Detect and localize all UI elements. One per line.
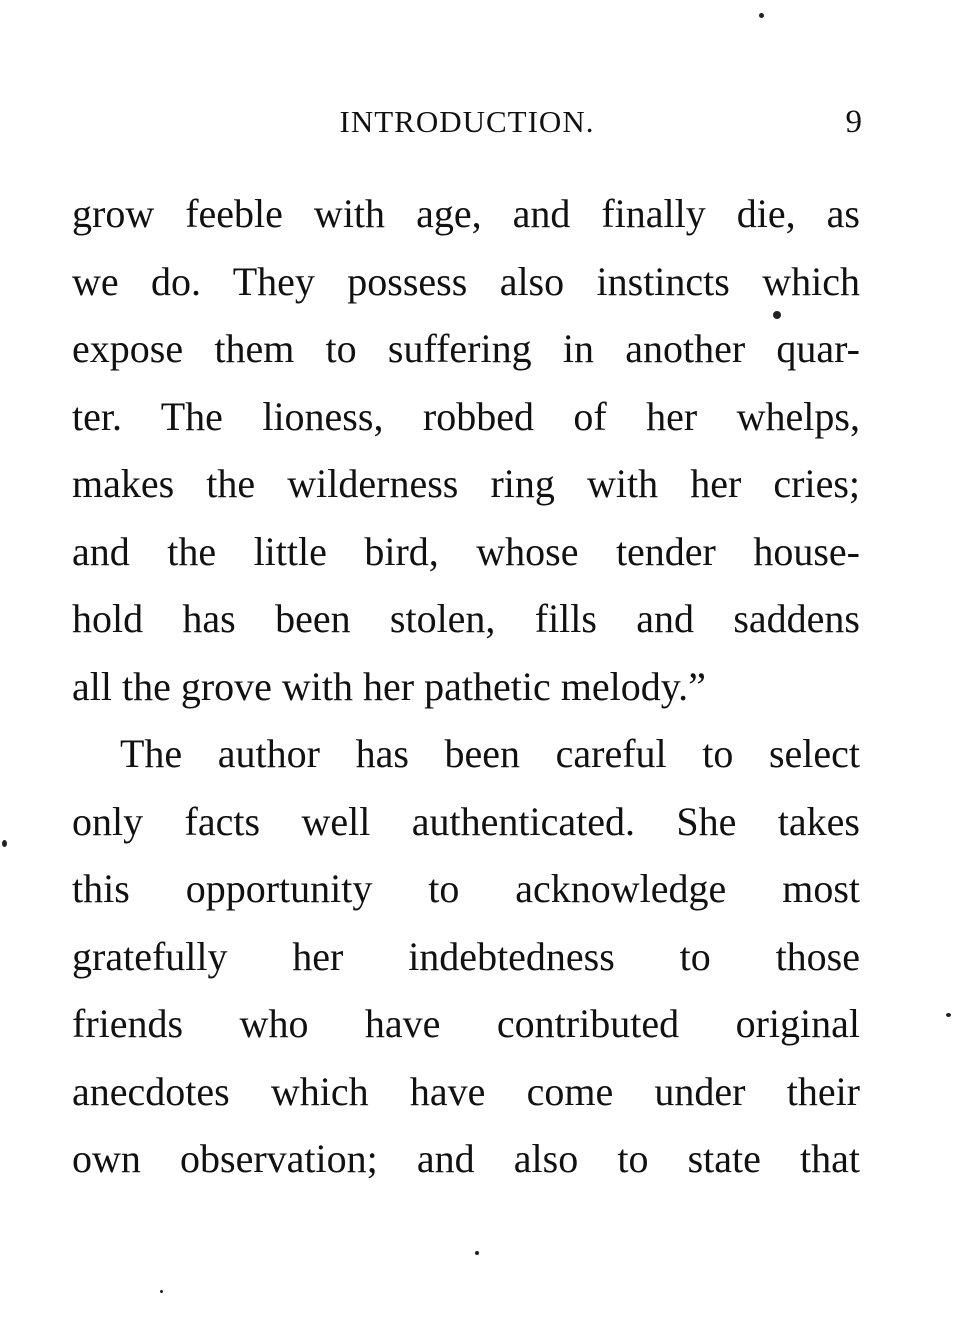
- text-line: hold has been stolen, fills and saddens: [72, 596, 860, 641]
- text-line: makes the wilderness ring with her cries;: [72, 461, 860, 506]
- paragraph-start-line: The author has been careful to select: [120, 731, 860, 776]
- text-line: friends who have contributed original: [72, 1001, 860, 1046]
- text-line: expose them to suffering in another quar-: [72, 326, 860, 371]
- text-line: and the little bird, whose tender house-: [72, 528, 860, 574]
- scan-speck: [759, 13, 764, 18]
- text-line: grow feeble with age, and finally die, as: [72, 191, 860, 236]
- page-number: 9: [845, 104, 862, 140]
- text-line: we do. They possess also instincts which: [72, 258, 860, 304]
- text-line: ter. The lioness, robbed of her whelps,: [72, 393, 860, 439]
- body-text: [72, 180, 860, 1193]
- text-line: all the grove with her pathetic melody.”: [72, 663, 706, 709]
- running-title: INTRODUCTION.: [339, 104, 595, 139]
- scan-speck: [475, 1251, 479, 1255]
- text-line: only facts well authenticated. She takes: [72, 798, 860, 844]
- text-line: anecdotes which have come under their: [72, 1068, 860, 1114]
- text-line: gratefully her indebtedness to those: [72, 933, 860, 979]
- text-line: own observation; and also to state that: [72, 1136, 860, 1181]
- scan-speck: [773, 311, 781, 319]
- scan-speck: [2, 840, 7, 847]
- running-head: [72, 104, 862, 144]
- text-line: this opportunity to acknowledge most: [72, 866, 860, 911]
- scan-speck: [160, 1290, 163, 1293]
- scan-speck: [946, 1013, 951, 1017]
